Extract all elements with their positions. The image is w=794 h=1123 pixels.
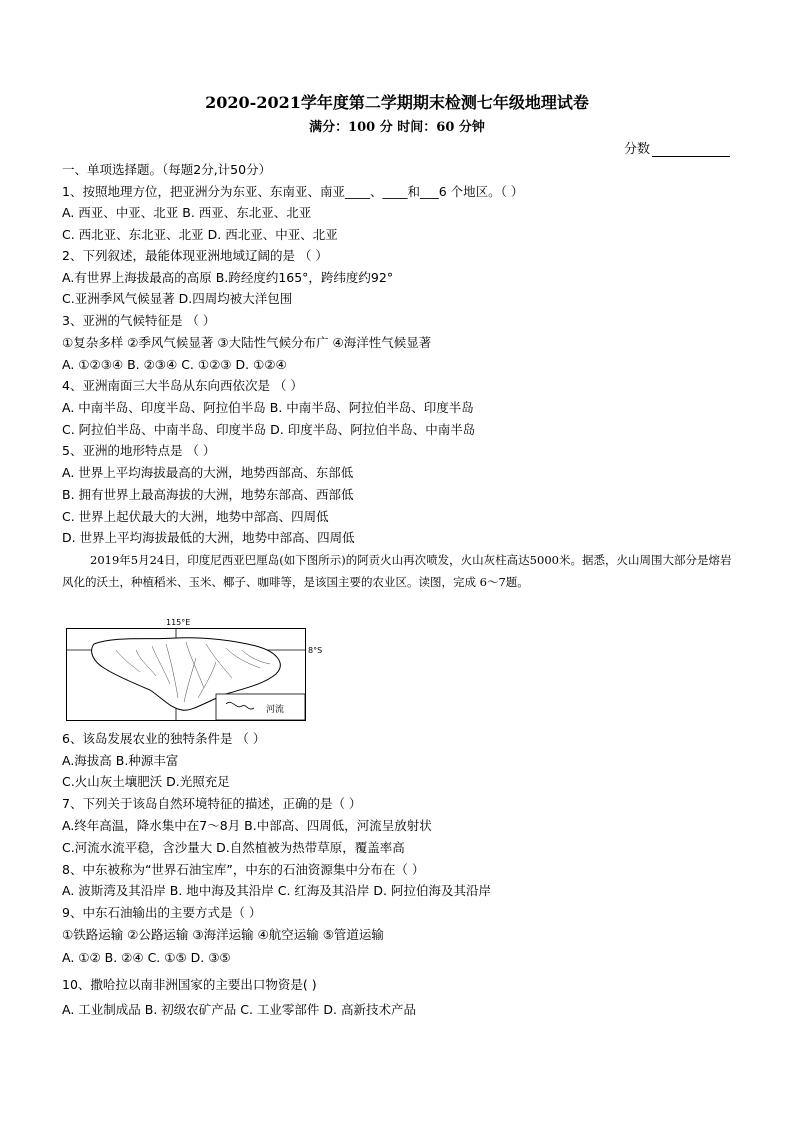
q3-options: A. ①②③④ B. ②③④ C. ①②③ D. ①②④ (62, 357, 287, 372)
longitude-label: 115°E (166, 618, 191, 627)
q6-options-ab: A.海拔高 B.种源丰富 (62, 753, 179, 768)
q2-options-cd: C.亚洲季风气候显著 D.四周均被大洋包围 (62, 291, 293, 306)
q5-option-c: C. 世界上起伏最大的大洲，地势中部高、四周低 (62, 509, 329, 524)
question-10: 10、撒哈拉以南非洲国家的主要出口物资是( ) (62, 977, 317, 992)
section-heading: 一、单项选择题。（每题2分,计50分） (62, 162, 272, 177)
q9-options: A. ①② B. ②④ C. ①⑤ D. ③⑤ (62, 950, 231, 965)
exam-title: 2020-2021学年度第二学期期末检测七年级地理试卷 (205, 93, 589, 112)
score-field (624, 138, 730, 157)
q7-options-ab: A.终年高温，降水集中在7～8月 B.中部高、四周低，河流呈放射状 (62, 818, 432, 833)
reading-passage: 2019年5月24日，印度尼西亚巴厘岛(如下图所示)的阿贡火山再次喷发，火山灰柱高达5000米。据悉，火山周围大部分是熔岩风化的沃土，种植稻米、玉米、椰子、咖啡等，是该国主要的农业区。读图，完成 6～7题。 (62, 553, 732, 589)
question-9: 9、中东石油输出的主要方式是（ ） (62, 905, 262, 920)
q5-option-b: B. 拥有世界上最高海拔的大洲，地势东部高、西部低 (62, 487, 354, 502)
q9-statements: ①铁路运输 ②公路运输 ③海洋运输 ④航空运输 ⑤管道运输 (62, 927, 384, 942)
score-label: 分数 (624, 142, 651, 157)
question-5: 5、亚洲的地形特点是 （ ） (62, 443, 216, 458)
q4-options-ab: A. 中南半岛、印度半岛、阿拉伯半岛 B. 中南半岛、阿拉伯半岛、印度半岛 (62, 400, 474, 415)
latitude-label: 8°S (308, 646, 323, 655)
q4-options-cd: C. 阿拉伯半岛、中南半岛、印度半岛 D. 印度半岛、阿拉伯半岛、中南半岛 (62, 422, 476, 437)
q1-options-ab: A. 西亚、中亚、北亚 B. 西亚、东北亚、北亚 (62, 205, 312, 220)
legend-river-label: 河流 (266, 705, 285, 715)
question-6: 6、该岛发展农业的独特条件是 （ ） (62, 731, 266, 746)
q8-options: A. 波斯湾及其沿岸 B. 地中海及其沿岸 C. 红海及其沿岸 D. 阿拉伯海及其沿岸 (62, 883, 491, 898)
question-1: 1、按照地理方位，把亚洲分为东亚、东南亚、南亚____、____和___6 个地区。（ ） (62, 184, 524, 199)
exam-subtitle: 满分：100 分 时间：60 分钟 (309, 120, 485, 135)
question-4: 4、亚洲南面三大半岛从东向西依次是 （ ） (62, 378, 303, 393)
q6-options-cd: C.火山灰土壤肥沃 D.光照充足 (62, 774, 230, 789)
q1-options-cd: C. 西北亚、东北亚、北亚 D. 西北亚、中亚、北亚 (62, 227, 338, 242)
q2-options-ab: A.有世界上海拔最高的高原 B.跨经度约165°，跨纬度约92° (62, 270, 394, 285)
legend-box (216, 694, 305, 720)
q3-statements: ①复杂多样 ②季风气候显著 ③大陆性气候分布广 ④海洋性气候显著 (62, 335, 432, 350)
score-blank (652, 142, 730, 157)
question-3: 3、亚洲的气候特征是 （ ） (62, 313, 216, 328)
question-7: 7、下列关于该岛自然环境特征的描述，正确的是（ ） (62, 796, 362, 811)
q5-option-a: A. 世界上平均海拔最高的大洲，地势西部高、东部低 (62, 465, 354, 480)
question-8: 8、中东被称为“世界石油宝库”，中东的石油资源集中分布在（ ） (62, 862, 425, 877)
question-2: 2、下列叙述，最能体现亚洲地域辽阔的是 （ ） (62, 248, 328, 263)
q5-option-d: D. 世界上平均海拔最低的大洲，地势中部高、四周低 (62, 530, 355, 545)
q10-options: A. 工业制成品 B. 初级农矿产品 C. 工业零部件 D. 高新技术产品 (62, 1002, 416, 1017)
q7-options-cd: C.河流水流平稳，含沙量大 D.自然植被为热带草原，覆盖率高 (62, 840, 405, 855)
